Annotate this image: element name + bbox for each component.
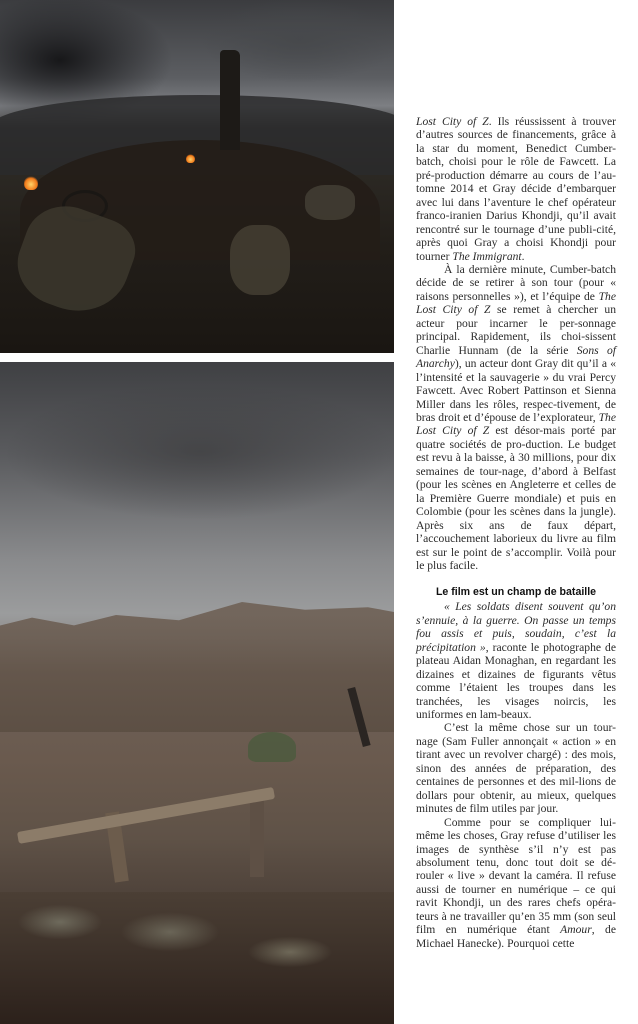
photo-ridge [0,602,394,732]
quote: « Les soldats disent souvent qu’on s’ennuie, à la guerre. On passe un temps fou assis et puis, soudain, c’est la précipitation » [416,600,616,654]
film-title: The Lost City of Z [416,289,616,317]
photo-fire [186,154,195,163]
photo-fence-rail [17,787,275,844]
series-title: Sons of Anarchy [416,343,616,371]
paragraph: Comme pour se compliquer lui-même les choses, Gray refuse d’utiliser les images de synthèse s’il n’y est pas absolument tenu, donc tout doit se dé-rouler « live » devant la caméra. Il refuse aussi de tourner en numérique – ce qui ravit Khondji, un des rares chefs opéra-teurs à ne travailler qu’en 35 mm (son seul film en numérique étant Amour, de Michael Hanecke). Pourquoi cette [416,815,617,950]
film-title: The Immigrant [452,249,522,263]
section-subheading: Le film est un champ de bataille [435,586,597,599]
photo-fence-post [250,797,264,877]
photo-soldier [230,225,290,295]
film-title: Amour [560,923,592,937]
photo-tree-stump [220,50,240,150]
paragraph: Lost City of Z. Ils réussissent à trouver d’autres sources de financements, grâce à la star du moment, Benedict Cumber-batch, choisi pour le rôle de Fawcett. La pré-production démarre au cours de l’au-tomne 2014 et Gray décide d’embarquer avec lui dans l’aventure le chef opérateur franco-iranien Darius Khondji, qu’il avait rencontré sur le tournage d’une publi-cité, après quoi Gray a choisi Khondji pour tourner The Immigrant. [416,115,616,263]
photo-fire [24,176,38,190]
battlefield-photo-bottom [0,362,394,1024]
photo-soldier [305,185,355,220]
paragraph: « Les soldats disent souvent qu’on s’ennuie, à la guerre. On passe un temps fou assis et puis, soudain, c’est la précipitation », raconte le photographe de plateau Aidan Monaghan, en regardant les dizaines et dizaines de figurants vêtus comme l’étaient les troupes dans les tranchées, les visages noircis, les uniformes en lam-beaux. [416,600,616,722]
battlefield-photo-top [0,0,394,353]
film-title: The Lost City of Z [416,410,616,438]
film-title: Lost City of Z [416,115,489,128]
photo-rocks [0,892,394,1024]
article-column [416,115,616,950]
paragraph: C’est la même chose sur un tour-nage (Sam Fuller annonçait « action » en tirant avec un revolver chargé) : des mois, sinon des années de préparation, des centaines de personnes et des mil-lions de dollars pour obtenir, au mieux, quelques minutes de film utiles par jour. [416,721,616,816]
paragraph: À la dernière minute, Cumber-batch décide de se retirer à son tour (pour « raisons personnelles »), et l’équipe de The Lost City of Z se remet à chercher un acteur pour incarner le per-sonnage principal. Rapidement, ils choi-sissent Charlie Hunnam (de la série Sons of Anarchy), un acteur dont Gray dit qu’il a « l’intensité et la sauvagerie » du vrai Percy Fawcett. Avec Robert Pattinson et Sienna Miller dans les rôles, respec-tivement, de bras droit et d’épouse de l’explorateur, The Lost City of Z est désor-mais porté par quatre sociétés de pro-duction. Le budget est revu à la baisse, à 30 millions, pour dix semaines de tour-nage, d’abord à Belfast (pour les scènes en Angleterre et celles de la Première Guerre mondiale) et puis en Colombie (pour les scènes dans la jungle). Après six ans de faux départ, l’accouchement laborieux du livre au film est sur le point de s’accomplir. Voilà pour le plus facile. [416,262,616,572]
photo-soldier-helmet [248,732,296,762]
